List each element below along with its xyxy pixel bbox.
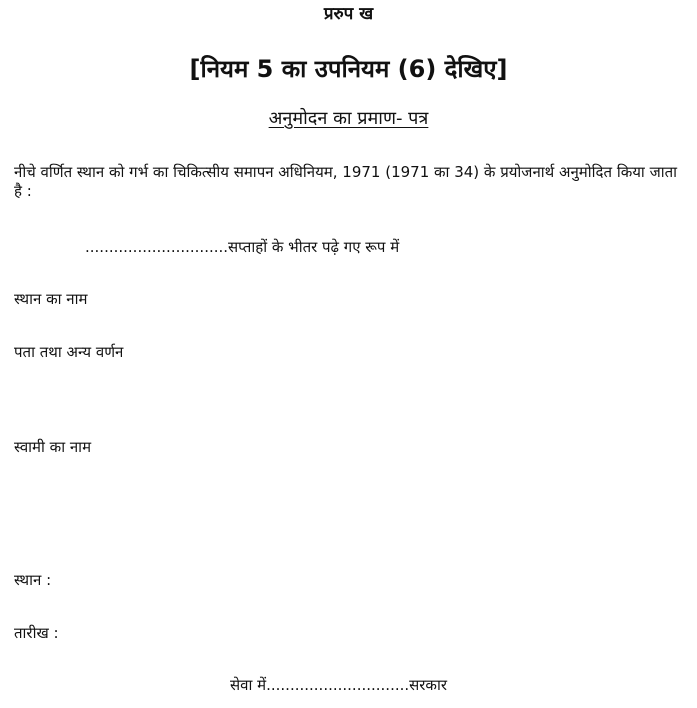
rule-reference: [नियम 5 का उपनियम (6) देखिए] bbox=[189, 55, 508, 83]
place-field: स्थान : bbox=[14, 571, 52, 589]
addressee-line: सेवा में..............................सरकार bbox=[230, 676, 447, 694]
date-field: तारीख : bbox=[14, 624, 59, 642]
address-description-field: पता तथा अन्य वर्णन bbox=[14, 343, 124, 361]
certificate-title-text: अनुमोदन का प्रमाण- पत्र bbox=[268, 108, 429, 129]
form-label: प्ररुप ख bbox=[323, 4, 374, 24]
place-name-field: स्थान का नाम bbox=[14, 290, 88, 308]
weeks-line: ..............................सप्ताहों के भीतर पढ़े गए रूप में bbox=[85, 238, 400, 256]
certificate-title bbox=[0, 108, 697, 130]
intro-paragraph: नीचे वर्णित स्थान को गर्भ का चिकित्सीय समापन अधिनियम, 1971 (1971 का 34) के प्रयोजनार्थ अनुमोदित किया जाता है : bbox=[14, 163, 678, 200]
owner-name-field: स्वामी का नाम bbox=[14, 438, 92, 456]
